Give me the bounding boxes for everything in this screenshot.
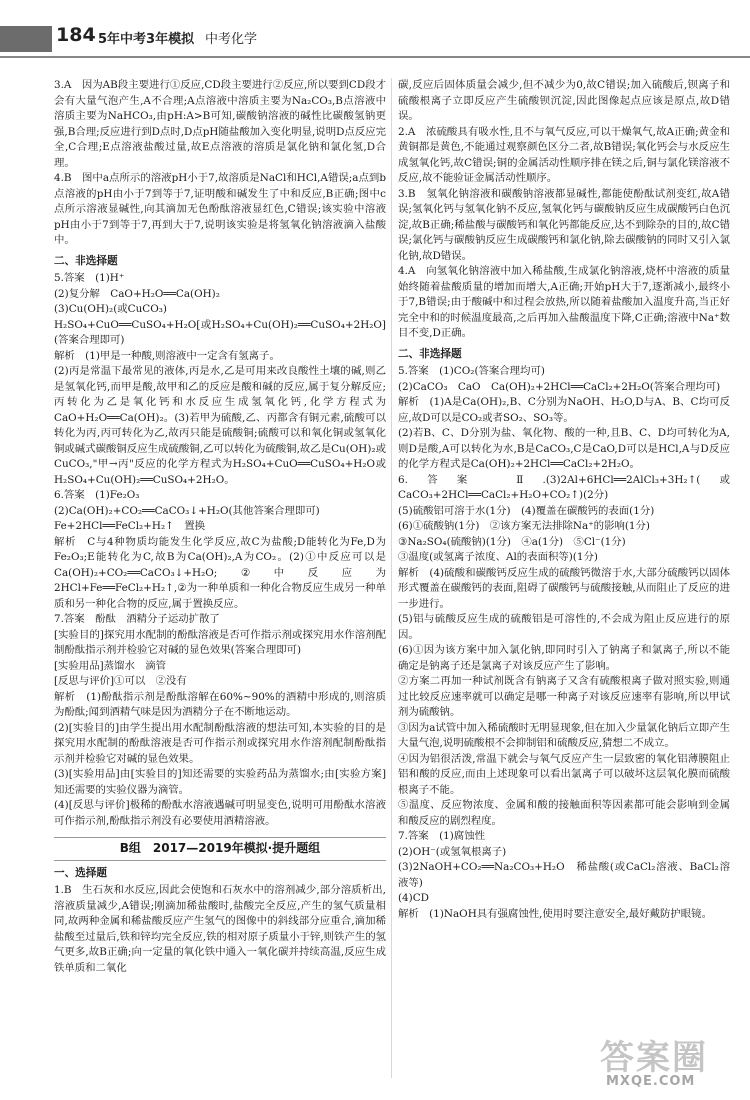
analysis-7-part-3: (3)[实验用品]由[实验目的]知还需要的实验药品为蒸馏水;由[实验方案]知还需要的实验仪器为滴管。 [54, 768, 386, 796]
answer-7-purpose: [实验目的]探究用水配制的酚酞溶液是否可作指示剂或探究用水作溶剂配制酚酞指示剂并检验它对碱的显色效果(答案合理即可) [54, 628, 386, 656]
page-header [0, 0, 750, 64]
analysis-b6-part-6: ④因为铝很活泼,常温下就会与氧气反应产生一层致密的氧化铝薄膜阻止铝和酸的反应,而由上述现象可以看出氯离子可以破坏这层氧化膜而硫酸根离子不能。 [398, 752, 730, 796]
answer-b6-line-3: (6)①硫酸钠(1分) ②该方案无法排除Na⁺的影响(1分) [398, 520, 650, 532]
watermark-logo: 答案圈 [600, 1038, 708, 1078]
answer-6-head: 6.答案 (1)Fe₂O₃ [54, 489, 140, 501]
column-divider [391, 78, 392, 1078]
analysis-b6-part-5: ③因为a试管中加入稀硫酸时无明显现象,但在加入少量氯化钠后立即产生大量气泡,说明硫酸根不会抑制铝和硫酸反应,猜想二不成立。 [398, 721, 730, 749]
analysis-b5-part-1: 解析 (1)A是Ca(OH)₂,B、C分别为NaOH、H₂O,D与A、B、C均可反应,故D可以是CO₂或者SO₂、SO₃等。 [398, 396, 730, 424]
answer-3: 3.A 因为AB段主要进行①反应,CD段主要进行②反应,所以要到CD段才会有大量气泡产生,A不合理;A点溶液中溶质主要为Na₂CO₃,B点溶液中溶质主要为NaHCO₃,由pH:A>B可知,碳酸钠溶液的碱性比碳酸氢钠更强,B合理;反应进行到D点时,D点pH随盐酸加入变化明显,说明D点反应完全,C合理;E点溶液盐酸过量,故E点溶液的溶质是氯化钠和氯化氢,D合理。 [54, 79, 386, 169]
answer-b4: 4.A 向氢氧化钠溶液中加入稀盐酸,生成氯化钠溶液,烧杯中溶液的质量始终随着盐酸质量的增加而增大,A正确;开始pH大于7,逐渐减小,最终小于7,B错误;由于酸碱中和过程会放热,所以随着盐酸加入温度升高,当正好完全中和的时候温度最高,之后再加入盐酸温度下降,C正确;溶液中Na⁺数目不变,D正确。 [398, 265, 730, 339]
analysis-b6-part-2: (5)铝与硫酸反应生成的硫酸铝是可溶性的,不会成为阻止反应进行的原因。 [398, 613, 730, 641]
analysis-7-part-2: (2)[实验目的]由学生提出用水配制酚酞溶液的想法可知,本实验的目的是探究用水配制的酚酞溶液是否可作指示剂或探究用水作溶剂配制酚酞指示剂并检验它对碱的显色效果。 [54, 721, 386, 765]
answer-b7-line-4: (4)CD [398, 892, 429, 904]
answer-7-head: 7.答案 酚酞 酒精分子运动扩散了 [54, 613, 220, 625]
answer-b1: 1.B 生石灰和水反应,因此会使饱和石灰水中的溶剂减少,部分溶质析出,溶液质量减少,A错误;刚滴加稀盐酸时,盐酸完全反应,产生的氢气质量相同,故两种金属和稀盐酸反应产生氢气的图像中的斜线部分应重合,滴加稀盐酸至过量后,铁和锌均完全反应,铁的相对原子质量小于锌,则铁产生的氢气更多,故B正确;向一定量的氧化铁中通入一氧化碳并持续高温,反应生成铁单质和二氧化 [54, 884, 387, 974]
answer-6-line-3: Fe+2HCl══FeCl₂+H₂↑ 置换 [54, 520, 205, 532]
analysis-b7: 解析 (1)NaOH具有强腐蚀性,使用时要注意安全,最好戴防护眼镜。 [398, 907, 712, 920]
analysis-b6-part-7: ⑤温度、反应物浓度、金属和酸的接触面积等因素都可能会影响到金属和酸反应的剧烈程度。 [398, 799, 730, 827]
book-title: 5年中考3年模拟 [98, 32, 195, 47]
right-column [398, 78, 730, 922]
answer-b6-line-4: ③Na₂SO₄(硫酸钠)(1分) ④a(1分) ⑤Cl⁻(1分) [398, 535, 626, 548]
answer-b5-line-2: (2)CaCO₃ CaO Ca(OH)₂+2HCl══CaCl₂+2H₂O(答案合理均可) [398, 380, 721, 393]
analysis-b6-part-4: ②方案二再加一种试剂既含有钠离子又含有硫酸根离子做对照实验,则通过比较反应速率就可以确定是哪一种离子对该反应速率有影响,所以甲试剂为硫酸钠。 [398, 675, 730, 718]
analysis-5-part-2: (2)丙是常温下最常见的液体,丙是水,乙是可用来改良酸性土壤的碱,则乙是氢氧化钙,而甲是酸,故甲和乙的反应是酸和碱的反应,属于复分解反应;丙转化为乙是氧化钙和水反应生成氢氧化钙,化学方程式为CaO+H₂O══Ca(OH)₂。(3)若甲为硫酸,乙、丙都含有铜元素,硫酸可以转化为丙,丙可转化为乙,故丙只能是硫酸铜;硫酸可以和氧化铜或氢氧化铜或碱式碳酸铜反应生成硫酸铜,乙可以转化为硫酸铜,故乙是Cu(OH)₂或CuCO₃,"甲→丙"反应的化学方程式为H₂SO₄+CuO══CuSO₄+H₂O或H₂SO₄+Cu(OH)₂══CuSO₄+2H₂O。 [54, 365, 386, 486]
analysis-b5-part-2: (2)若B、C、D分别为盐、氧化物、酸的一种,且B、C、D均可转化为A,则D是酸,A可以转化为水,B是CaCO₃,C是CaO,D可以是HCl,A与D反应的化学方程式是Ca(OH)₂+2HCl══CaCl₂+2H₂O。 [398, 427, 730, 470]
section-heading-non-choice: 二、非选择题 [54, 254, 118, 267]
answer-b6-line-2: (5)硫酸铝可溶于水(1分) (4)覆盖在碳酸钙的表面(1分) [398, 504, 655, 517]
answer-b7-line-2: (2)OH⁻(或氢氧根离子) [398, 845, 507, 858]
answer-b7-line-3: (3)2NaOH+CO₂══Na₂CO₃+H₂O 稀盐酸(或CaCl₂溶液、BaCl₂溶液等) [398, 861, 730, 889]
analysis-b6-part-1: 解析 (4)硫酸和碳酸钙反应生成的硫酸钙微溶于水,大部分硫酸钙以固体形式覆盖在碳酸钙的表面,阻碍了碳酸钙与硫酸接触,从而阻止了反应的进一步进行。 [398, 566, 730, 610]
answer-5-head: 5.答案 (1)H⁺ [54, 272, 125, 284]
analysis-5-part-1: 解析 (1)甲是一种酸,则溶液中一定含有氢离子。 [54, 349, 280, 362]
watermark [600, 1030, 740, 1092]
answer-b6-head: 6.答案 Ⅱ.(3)2Al+6HCl══2AlCl₃+3H₂↑(或CaCO₃+2HCl══CaCl₂+H₂O+CO₂↑)(2分) [398, 473, 730, 501]
answer-7-materials: [实验用品]蒸馏水 滴管 [54, 659, 167, 672]
answer-6-line-2: (2)Ca(OH)₂+CO₂══CaCO₃↓+H₂O(其他答案合理即可) [54, 504, 320, 517]
answer-5-line-3: (3)Cu(OH)₂(或CuCO₃) [54, 303, 167, 315]
group-b-title: B组 2017—2019年模拟·提升题组 [54, 837, 386, 861]
answer-b6-line-5: ③温度(或氢离子浓度、Al的表面积等)(1分) [398, 551, 598, 563]
left-column [54, 78, 386, 976]
page-number: 184 [56, 24, 96, 46]
answer-5-equation: H₂SO₄+CuO══CuSO₄+H₂O[或H₂SO₄+Cu(OH)₂══CuSO₄+2H₂O](答案合理即可) [54, 318, 386, 346]
analysis-b6-part-3: (6)①因为该方案中加入氯化钠,即同时引入了钠离子和氯离子,所以不能确定是钠离子还是氯离子对该反应产生了影响。 [398, 644, 730, 672]
answer-b5-head: 5.答案 (1)CO₂(答案合理均可) [398, 365, 545, 377]
answer-b7-head: 7.答案 (1)腐蚀性 [398, 830, 485, 842]
answer-4: 4.B 图中a点所示的溶液pH小于7,故溶质是NaCl和HCl,A错误;a点到b点溶液的pH由小于7到等于7,证明酸和碱发生了中和反应,B正确;图中c点所示溶液显碱性,向其滴加无色酚酞溶液显红色,C错误;该实验中溶液pH由小于7到等于7,再到大于7,说明该实验是将氢氧化钠溶液滴入盐酸中。 [54, 172, 386, 246]
analysis-7-part-1: 解析 (1)酚酞指示剂是酚酞溶解在60%~90%的酒精中形成的,则溶质为酚酞;闻到酒精气味是因为酒精分子在不断地运动。 [54, 690, 386, 718]
answer-b3: 3.B 氢氧化钠溶液和碳酸钠溶液都显碱性,都能使酚酞试剂变红,故A错误;氢氧化钙与氢氧化钠不反应,氢氧化钙与碳酸钠反应生成碳酸钙白色沉淀,故B正确;稀盐酸与碳酸钙和氧化钙都能反应,达不到除杂的目的,故C错误;氯化钙与碳酸钠反应生成碳酸钙和氯化钠,除去碳酸钠的同时又引入氯化钠,故D错误。 [398, 187, 730, 262]
answer-5-line-2: (2)复分解 CaO+H₂O══Ca(OH)₂ [54, 287, 220, 300]
section-heading-choice: 一、选择题 [54, 866, 107, 879]
answer-b2: 2.A 浓硫酸具有吸水性,且不与氧气反应,可以干燥氧气,故A正确;黄金和黄铜都是黄色,不能通过观察颜色区分二者,故B错误;氧化钙会与水反应生成氢氧化钙,故C错误;铜的金属活动性顺序排在镁之后,铜与氯化镁溶液不反应,故不能验证金属活动性顺序。 [398, 125, 730, 184]
header-tab-marker [0, 26, 52, 52]
watermark-site: MXQE.COM [606, 1074, 696, 1089]
answer-7-reflection: [反思与评价]①可以 ②没有 [54, 675, 187, 687]
analysis-7-part-4: (4)[反思与评价]极稀的酚酞水溶液遇碱可明显变色,说明可用酚酞水溶液可作指示剂,酚酞指示剂没有必要使用酒精溶液。 [54, 799, 386, 827]
header-rule [0, 56, 750, 58]
answer-b1-continued: 碳,反应后固体质量会减少,但不减少为0,故C错误;加入硫酸后,钡离子和硫酸根离子立即反应产生硫酸钡沉淀,因此图像起点应该是原点,故D错误。 [398, 79, 730, 122]
analysis-6: 解析 C与4种物质均能发生化学反应,故C为盐酸;D能转化为Fe,D为Fe₂O₃;E能转化为C,故B为Ca(OH)₂,A为CO₂。(2)①中反应可以是Ca(OH)₂+CO₂══CaCO₃↓+H₂O;②中反应为2HCl+Fe══FeCl₂+H₂↑,②为一种单质和一种化合物反应生成另一种单质和另一种化合物的反应,属于置换反应。 [54, 535, 386, 610]
subject-title: 中考化学 [205, 32, 258, 47]
section-heading-non-choice-b: 二、非选择题 [398, 347, 462, 360]
